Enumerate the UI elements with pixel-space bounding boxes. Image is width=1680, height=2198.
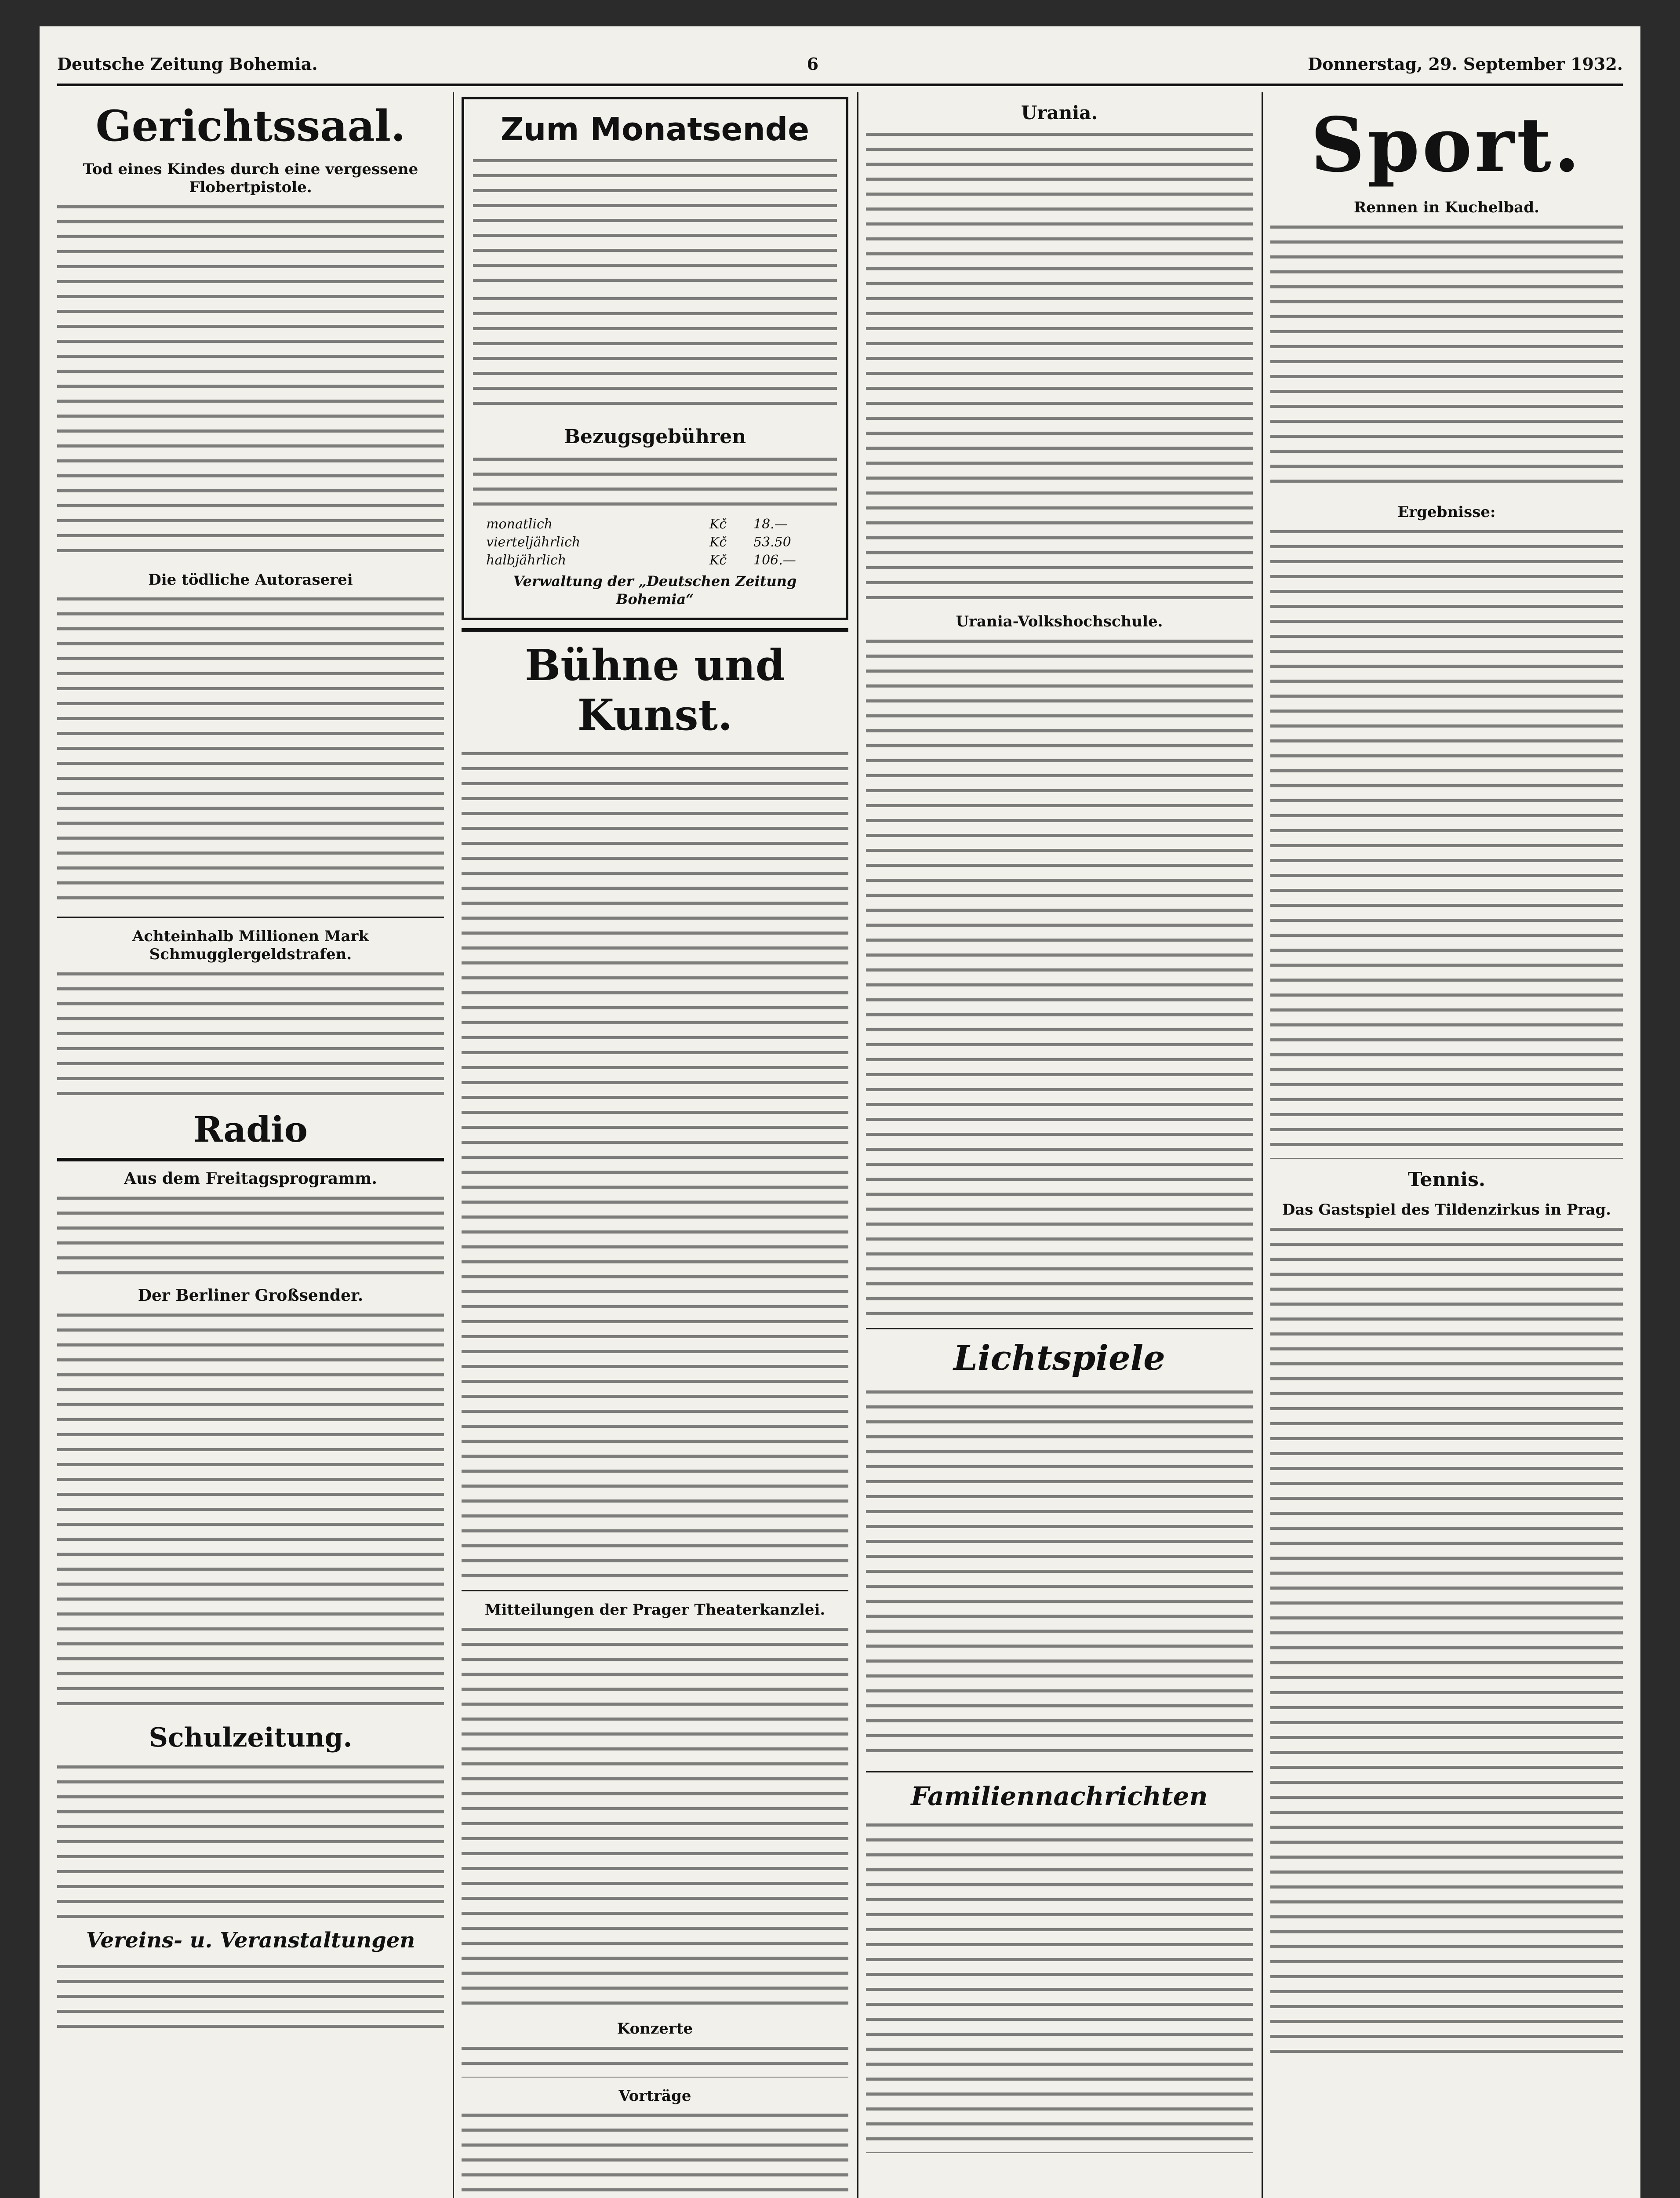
section-title-sport: Sport.: [1310, 101, 1583, 189]
section-title-gerichtssaal: Gerichtssaal.: [95, 101, 406, 151]
article-body: [866, 635, 1253, 1321]
price-label: monatlich: [486, 516, 553, 532]
article-body: [57, 1309, 444, 1714]
article-body: [57, 1761, 444, 1919]
article-body: [462, 2042, 848, 2078]
subheading: Konzerte: [617, 2020, 693, 2038]
notice-subtitle: Bezugsgebühren: [564, 426, 746, 448]
price-value: 53.50: [753, 534, 791, 550]
race-results: [1270, 526, 1623, 1159]
article-body: [57, 593, 444, 910]
price-value: 18.—: [753, 516, 788, 532]
section-title-vereins: Vereins- u. Veranstaltungen: [86, 1928, 415, 1953]
article-body: [1270, 221, 1623, 494]
column-4: [1270, 92, 1623, 2198]
article-headline: Rennen in Kuchelbad.: [1354, 199, 1539, 216]
divider: [866, 1771, 1253, 1772]
article-body: [462, 1623, 848, 2010]
price-label: halbjährlich: [486, 552, 567, 568]
notice-body: [473, 453, 837, 510]
divider: [866, 1328, 1253, 1329]
subheading: Tennis.: [1407, 1168, 1486, 1191]
price-currency: Kč: [709, 534, 727, 550]
price-currency: Kč: [709, 516, 727, 532]
article-body: [57, 968, 444, 1100]
subheading: Urania-Volkshochschule.: [956, 613, 1163, 631]
article-body: [462, 2109, 848, 2198]
price-value: 106.—: [753, 552, 796, 568]
subheading: Ergebnisse:: [1397, 503, 1496, 521]
notice-body: [473, 293, 837, 416]
article-body: [57, 1961, 444, 2031]
article-body: [866, 1386, 1253, 1764]
page-number: 6: [807, 54, 819, 74]
section-title-lichtspiele: Lichtspiele: [953, 1338, 1165, 1379]
subheading: Urania.: [1021, 102, 1098, 124]
article-headline: Achteinhalb Millionen Mark Schmugglergeldstrafen.: [132, 928, 369, 964]
article-headline: Mitteilungen der Prager Theaterkanzlei.: [484, 1601, 825, 1619]
section-title-buehne: Bühne und Kunst.: [525, 640, 785, 740]
section-title-schulzeitung: Schulzeitung.: [149, 1722, 353, 1753]
article-body: [57, 1192, 444, 1280]
article-headline: Tod eines Kindes durch eine vergessene Flobertpistole.: [83, 160, 418, 196]
article-body: [1270, 1223, 1623, 2059]
subheading: Der Berliner Großsender.: [138, 1286, 364, 1305]
divider: [57, 1158, 444, 1161]
notice-signature: Verwaltung der „Deutschen Zeitung Bohemia“: [513, 572, 797, 608]
column-2: [462, 92, 848, 2198]
price-table: [486, 517, 824, 568]
section-title-radio: Radio: [193, 1108, 308, 1150]
price-label: vierteljährlich: [486, 534, 581, 550]
article-body: [57, 201, 444, 561]
subheading: Vorträge: [618, 2087, 691, 2105]
column-rule: [453, 92, 454, 2198]
divider: [57, 917, 444, 918]
newspaper-page: [40, 26, 1640, 2198]
masthead-date: Donnerstag, 29. September 1932.: [1308, 54, 1623, 74]
column-1: [57, 92, 444, 2198]
masthead-title: Deutsche Zeitung Bohemia.: [57, 54, 318, 74]
column-rule: [857, 92, 858, 2198]
divider: [462, 628, 848, 632]
masthead: [57, 44, 1623, 86]
price-currency: Kč: [709, 552, 727, 568]
column-3: [866, 92, 1253, 2198]
section-title-familiennachrichten: Familiennachrichten: [911, 1781, 1208, 1812]
subheading: Aus dem Freitagsprogramm.: [124, 1169, 377, 1188]
notice-title: Zum Monatsende: [500, 111, 810, 148]
article-headline: Die tödliche Autoraserei: [148, 571, 353, 589]
notice-body: [473, 155, 837, 287]
article-body: [462, 748, 848, 1583]
article-body: [866, 1819, 1253, 2153]
article-body: [866, 128, 1253, 603]
column-rule: [1262, 92, 1263, 2198]
article-headline: Das Gastspiel des Tildenzirkus in Prag.: [1282, 1201, 1611, 1219]
divider: [462, 1590, 848, 1591]
subscription-notice: [462, 97, 848, 620]
